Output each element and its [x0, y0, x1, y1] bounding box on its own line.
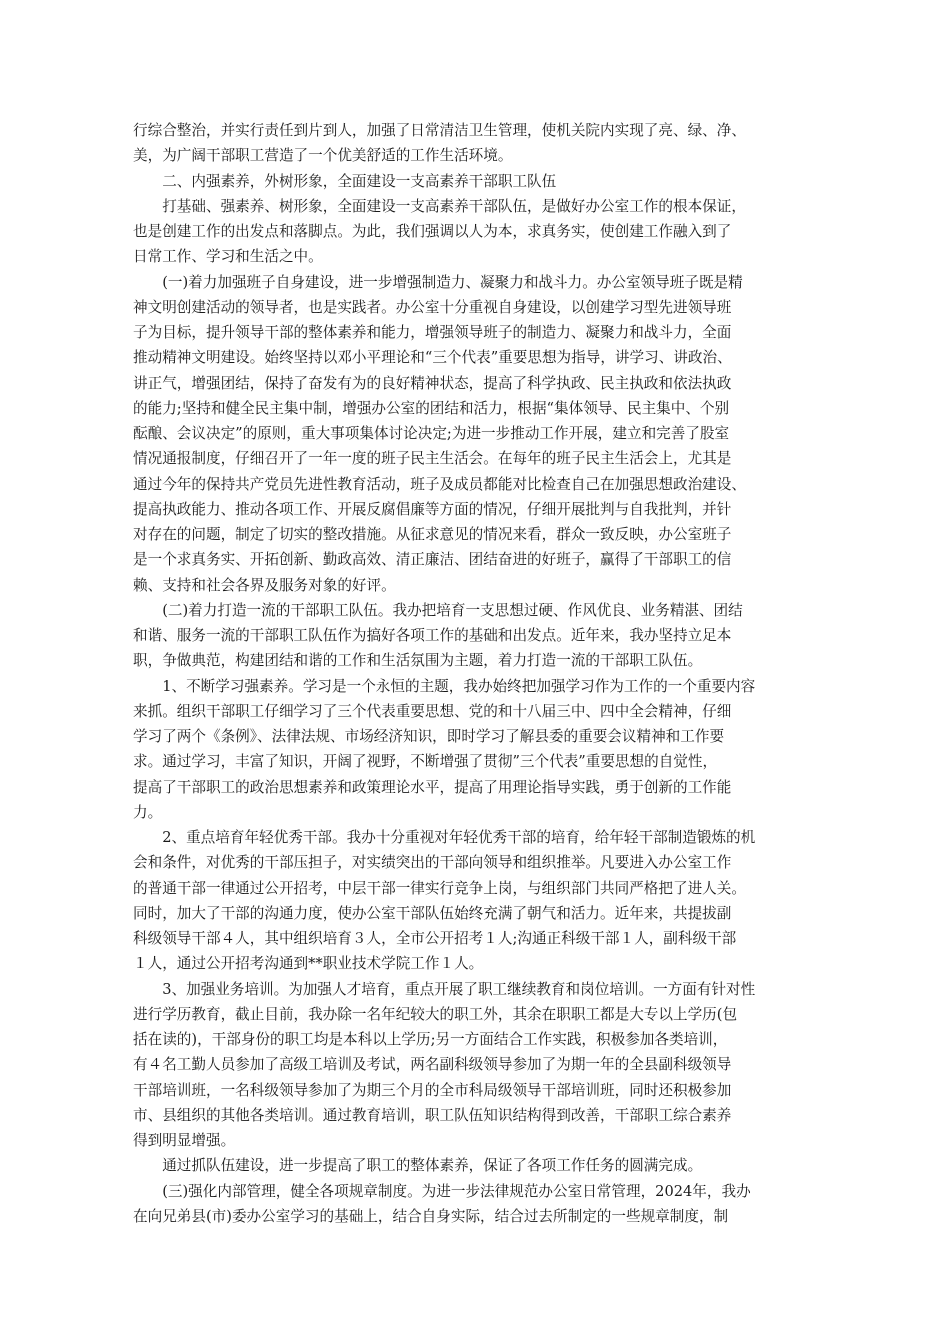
paragraph-young-cadres: 2、重点培育年轻优秀干部。我办十分重视对年轻优秀干部的培育，给年轻干部制造锻炼的机 会和条件，对优秀的干部压担子，对实绩突出的干部向领导和组织推举。凡要进入办公室工作 的普通干部一律通过公开招考，中层干部一律实行竞争上岗，与组织部门共同严格把了进人关。 同时，加大了干部的沟通力度，使办公室干部队伍始终充满了朝气和活力。近年来，共提拔副 科级领导干部４人，其中组织培育３人，全市公开招考１人;沟通正科级干部１人，副科级干部 １人，通过公开招考沟通到**职业技术学院工作１人。 — [133, 829, 756, 973]
paragraph-continuation: 行综合整治，并实行责任到片到人，加强了日常清洁卫生管理，使机关院内实现了亮、绿、净、 美，为广阔干部职工营造了一个优美舒适的工作生活环境。 — [133, 122, 746, 165]
paragraph-management: (三)强化内部管理，健全各项规章制度。为进一步法律规范办公室日常管理，2024年，我办 在向兄弟县(市)委办公室学习的基础上，结合自身实际，结合过去所制定的一些规章制度，制 — [133, 1182, 751, 1225]
paragraph-training: 3、加强业务培训。为加强人才培育，重点开展了职工继续教育和岗位培训。一方面有针对性 进行学历教育，截止目前，我办除一名年纪较大的职工外，其余在职职工都是大专以上学历(包 括在读的)，干部身份的职工均是本科以上学历;另一方面结合工作实践，积极参加各类培训， 有４名工勤人员参加了高级工培训及考试，两名副科级领导参加了为期一年的全县副科级领导 干部培训班，一名科级领导参加了为期三个月的全市科局级领导干部培训班，同时还积极参加 市、县组织的其他各类培训。通过教育培训，职工队伍知识结构得到改善，干部职工综合素养 得到明显增强。 — [133, 980, 756, 1149]
section-heading-two: 二、内强素养，外树形象，全面建设一支高素养干部职工队伍 — [162, 172, 557, 190]
paragraph-leadership: (一)着力加强班子自身建设，进一步增强制造力、凝聚力和战斗力。办公室领导班子既是精 神文明创建活动的领导者，也是实践者。办公室十分重视自身建设，以创建学习型先进领导班 子为目标，提升领导干部的整体素养和能力，增强领导班子的制造力、凝聚力和战斗力，全面 推动精神文明建设。始终坚持以邓小平理论和“三个代表”重要思想为指导，讲学习、讲政治、 讲正气，增强团结，保持了奋发有为的良好精神状态，提高了科学执政、民主执政和依法执政 的能力;坚持和健全民主集中制，增强办公室的团结和活力，根据“集体领导、民主集中、个别 酝酿、会议决定”的原则，重大事项集体讨论决定;为进一步推动工作开展，建立和完善了股室 情况通报制度，仔细召开了一年一度的班子民主生活会。在每年的班子民主生活会上，尤其是 通过今年的保持共产党员先进性教育活动，班子及成员都能对比检查自己在加强思想政治建设、 提高执政能力、推动各项工作、开展反腐倡廉等方面的情况，仔细开展批判与自我批判，并针 对存在的问题，制定了切实的整改措施。从征求意见的情况来看，群众一致反映，办公室班子 是一个求真务实、开拓创新、勤政高效、清正廉洁、团结奋进的好班子，赢得了干部职工的信 赖、支持和社会各界及服务对象的好评。 — [133, 273, 746, 594]
paragraph-summary: 通过抓队伍建设，进一步提高了职工的整体素养，保证了各项工作任务的圆满完成。 — [162, 1157, 703, 1175]
paragraph-team: (二)着力打造一流的干部职工队伍。我办把培育一支思想过硬、作风优良、业务精湛、团结 和谐、服务一流的干部职工队伍作为搞好各项工作的基础和出发点。近年来，我办坚持立足本 职，争做典范，构建团结和谐的工作和生活氛围为主题，着力打造一流的干部职工队伍。 — [133, 601, 743, 670]
document-body — [133, 118, 823, 1229]
paragraph-study: 1、不断学习强素养。学习是一个永恒的主题，我办始终把加强学习作为工作的一个重要内容 来抓。组织干部职工仔细学习了三个代表重要思想、党的和十八届三中、四中全会精神，仔细 学习了两个《条例》、法律法规、市场经济知识，即时学习了解县委的重要会议精神和工作要 求。通过学习，丰富了知识，开阔了视野，不断增强了贯彻”三个代表”重要思想的自觉性， 提高了干部职工的政治思想素养和政策理论水平，提高了用理论指导实践，勇于创新的工作能 力。 — [133, 677, 756, 821]
paragraph-intro: 打基础、强素养、树形象，全面建设一支高素养干部队伍，是做好办公室工作的根本保证， 也是创建工作的出发点和落脚点。为此，我们强调以人为本，求真务实，使创建工作融入到了 日常工作、学习和生活之中。 — [133, 197, 746, 266]
